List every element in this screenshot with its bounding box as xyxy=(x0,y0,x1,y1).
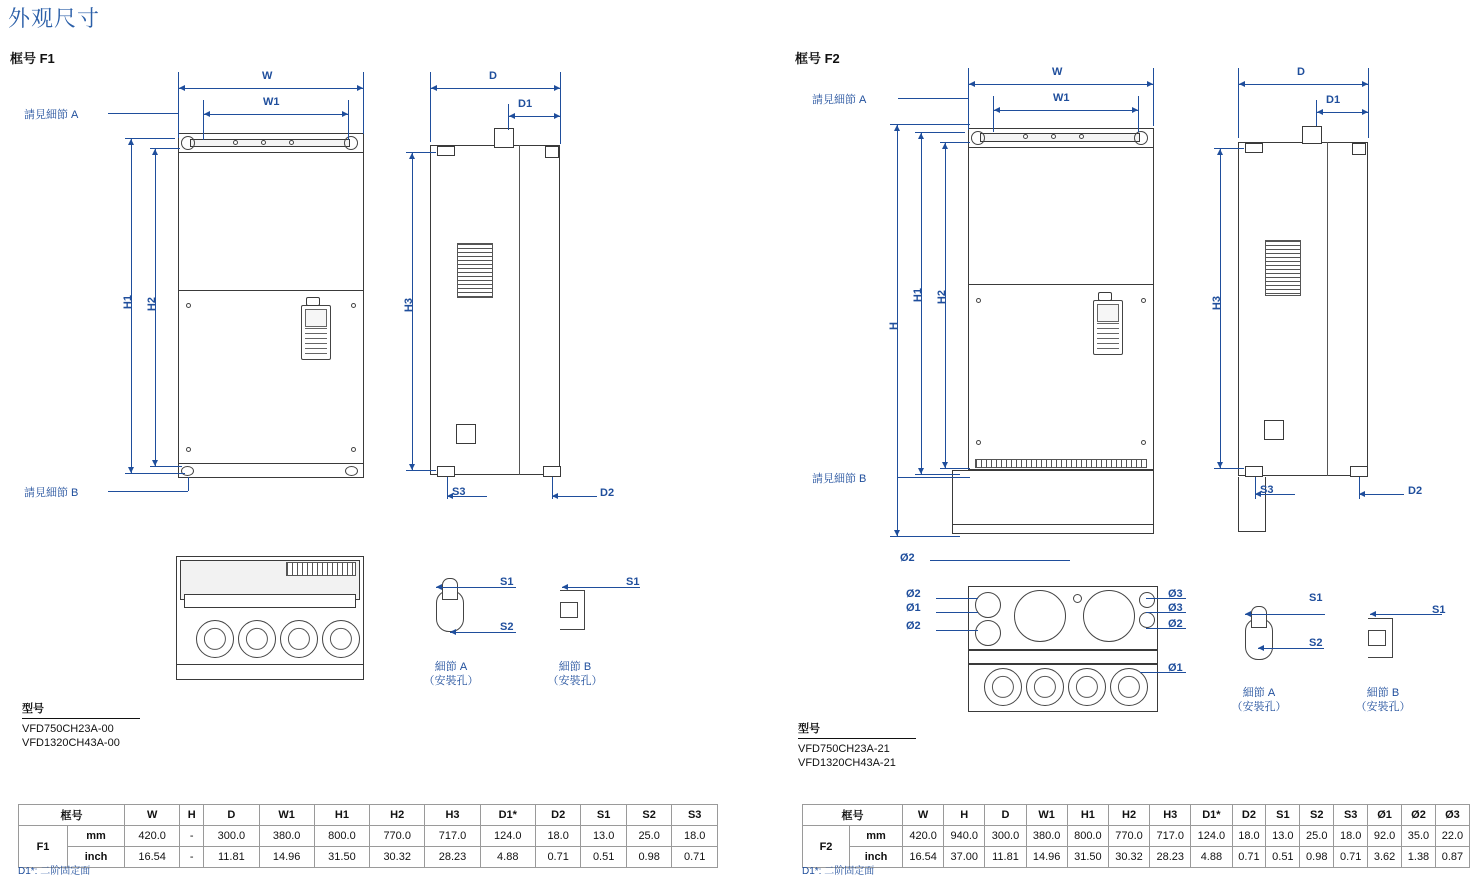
dim-S1-detailA-f1: S1 xyxy=(500,576,514,588)
dim-S3-f1: S3 xyxy=(452,486,466,498)
dim-W1-f2: W1 xyxy=(1053,92,1070,104)
dim-W-f2: W xyxy=(1052,66,1063,78)
callout-detail-b-f2: 請見細節 B xyxy=(812,473,867,485)
model-block-header-f2: 型号 xyxy=(798,720,916,739)
dim-W1-f1: W1 xyxy=(263,96,280,108)
dim-H3-f1: H3 xyxy=(403,298,415,313)
dim-O2-left2-f2: Ø2 xyxy=(906,620,921,632)
table-header-row: 框号 W H D W1 H1 H2 H3 D1* D2 S1 S2 S3 xyxy=(19,805,718,826)
frame-label-f1: 框号 F1 xyxy=(10,51,55,66)
dim-H3-f2: H3 xyxy=(1211,296,1223,311)
dimension-table-f1 xyxy=(18,804,718,868)
keypad-front-f2 xyxy=(1093,300,1123,355)
dim-W-f1: W xyxy=(262,70,273,82)
detail-b-caption-f2: 細節 B （安裝孔） xyxy=(1355,687,1411,713)
dim-D2-f2: D2 xyxy=(1408,485,1423,497)
dim-D1-f2: D1 xyxy=(1326,94,1341,106)
dim-S1-detailB-f2: S1 xyxy=(1432,604,1446,616)
model-name: VFD750CH23A-00 xyxy=(22,723,114,735)
table-note-f2: D1*: 二阶固定面 xyxy=(802,866,875,877)
model-block-f1 xyxy=(22,700,140,750)
dim-O3-right2-f2: Ø3 xyxy=(1168,602,1183,614)
dim-O3-right-f2: Ø3 xyxy=(1168,588,1183,600)
detail-b-caption-f1: 細節 B （安裝孔） xyxy=(547,661,603,687)
callout-detail-a-f1: 請見細節 A xyxy=(24,109,79,121)
dim-O1-bottom-f2: Ø1 xyxy=(1168,662,1183,674)
dimension-table-f2 xyxy=(802,804,1470,868)
dim-O2-left-f2: Ø2 xyxy=(906,588,921,600)
dim-H1-f2: H1 xyxy=(912,288,924,303)
detail-a-caption-f2: 細節 A （安裝孔） xyxy=(1231,687,1287,713)
dim-O1-left-f2: Ø1 xyxy=(906,602,921,614)
table-row: F1 mm 420.0 - 300.0 380.0 800.0 770.0 717.0 124.0 18.0 13.0 25.0 18.0 xyxy=(19,826,718,847)
dim-H2-f2: H2 xyxy=(936,290,948,305)
dim-H-f2: H xyxy=(888,322,900,330)
dim-D2-f1: D2 xyxy=(600,487,615,499)
table-row: inch 16.54 37.00 11.81 14.96 31.50 30.32 28.23 4.88 0.71 0.51 0.98 0.71 3.62 1.38 0.87 xyxy=(803,847,1470,868)
dim-S2-detailA-f2: S2 xyxy=(1309,637,1323,649)
page-title: 外观尺寸 xyxy=(8,6,101,31)
model-name: VFD1320CH43A-00 xyxy=(22,737,120,749)
dim-S3-f2: S3 xyxy=(1260,484,1274,496)
dim-H1-f1: H1 xyxy=(122,295,134,310)
dim-D-f1: D xyxy=(489,70,497,82)
table-row: inch 16.54 - 11.81 14.96 31.50 30.32 28.23 4.88 0.71 0.51 0.98 0.71 xyxy=(19,847,718,868)
dim-S1-detailA-f2: S1 xyxy=(1309,592,1323,604)
dim-S1-detailB-f1: S1 xyxy=(626,576,640,588)
callout-detail-a-f2: 請見細節 A xyxy=(812,94,867,106)
model-name: VFD1320CH43A-21 xyxy=(798,757,896,769)
keypad-front-f1 xyxy=(301,305,331,360)
dim-D1-f1: D1 xyxy=(518,98,533,110)
dim-H2-f1: H2 xyxy=(146,297,158,312)
table-row: F2 mm 420.0 940.0 300.0 380.0 800.0 770.0 717.0 124.0 18.0 13.0 25.0 18.0 92.0 35.0 22.0 xyxy=(803,826,1470,847)
dim-D-f2: D xyxy=(1297,66,1305,78)
table-note-f1: D1*: 二阶固定面 xyxy=(18,866,91,877)
callout-detail-b-f1: 請見細節 B xyxy=(24,487,79,499)
model-name: VFD750CH23A-21 xyxy=(798,743,890,755)
frame-label-f2: 框号 F2 xyxy=(795,51,840,66)
dim-O2-right-f2: Ø2 xyxy=(1168,618,1183,630)
detail-a-caption-f1: 細節 A （安裝孔） xyxy=(423,661,479,687)
model-block-header-f1: 型号 xyxy=(22,700,140,719)
dim-O2-top-f2: Ø2 xyxy=(900,552,915,564)
model-block-f2 xyxy=(798,720,916,770)
table-header-row: 框号 W H D W1 H1 H2 H3 D1* D2 S1 S2 S3 Ø1 Ø2 Ø3 xyxy=(803,805,1470,826)
dim-S2-detailA-f1: S2 xyxy=(500,621,514,633)
